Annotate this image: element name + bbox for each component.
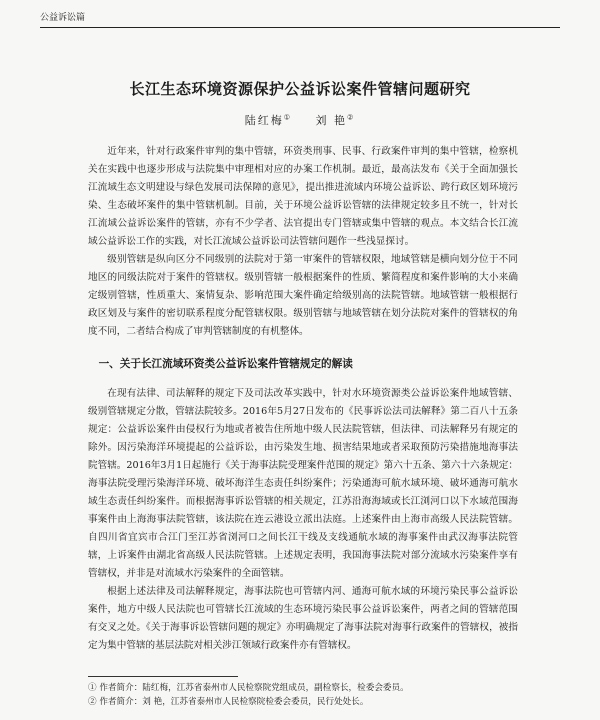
- author-2-mark: ②: [347, 113, 356, 122]
- page-title: 长江生态环境资源保护公益诉讼案件管辖问题研究: [129, 80, 471, 98]
- footnote-2: ② 作者简介：刘 艳，江苏省泰州市人民检察院检委会委员，民行处处长。: [88, 697, 369, 707]
- paragraph-section-1: 在现有法律、司法解释的规定下及司法改革实践中，针对水环境资源类公益诉讼案件地域管辖、级别管辖规定分散，管辖法院较多。2016年5月27日发布的《民事诉讼法司法解释》第二百八十五条规定：公益诉讼案件由侵权行为地或者被告住所地中级人民法院管辖，但法律、司法解释另有规定的除外。因污染海洋环境提起的公益诉讼，由污染发生地、损害结果地或者采取预防污染措施地海事法院管辖。2016年3月1日起施行《关于海事法院受理案件范围的规定》第六十五条、第六十六条规定：海事法院受理污染海洋环境、破坏海洋生态责任纠纷案件；污染通海可航水域环境、破坏通海可航水域生态责任纠纷案件。而根据海事诉讼管辖的相关规定，江苏沿海海域或长江浏河口以下水域范围海事案件由上海海事法院管辖，该法院在连云港设立派出法庭。上述案件由上海市高级人民法院管辖。自四川省宜宾市合江门至江苏省浏河口之间长江干线及支线通航水域的海事案件由武汉海事法院管辖，上诉案件由湖北省高级人民法院管辖。上述规定表明，我国海事法院对部分流域水污染案件享有管辖权，并非是对流域水污染案件的全面管辖。: [88, 388, 518, 579]
- author-2: [316, 114, 356, 127]
- footnote-rule: [88, 676, 238, 677]
- author-1-name: 陆红梅: [244, 114, 284, 127]
- author-line: [0, 112, 600, 128]
- paragraph-intro-1: 近年来，针对行政案件审判的集中管辖，环资类刑事、民事、行政案件审判的集中管辖，检察机关在实践中也逐步形成与法院集中审理相对应的办案工作机制。最近，最高法发布《关于全面加强长江流域生态文明建设与绿色发展司法保障的意见》，提出推进流域内环境公益诉讼、跨行政区划环境污染、生态破坏案件的集中管辖机制。目前，关于环境公益诉讼管辖的法律规定较多且不统一，针对长江流域公益诉讼案件的管辖，亦有不少学者、法官提出专门管辖或集中管辖的观点。本文结合长江流域公益诉讼工作的实践，对长江流域公益诉讼司法管辖问题作一些浅显探讨。: [88, 146, 518, 247]
- header-rule: [40, 27, 560, 28]
- paragraph-section-2: 根据上述法律及司法解释规定，海事法院也可管辖内河、通海可航水域的环境污染民事公益诉讼案件，地方中级人民法院也可管辖长江流域的生态环境污染民事公益诉讼案件，两者之间的管辖范围有交叉之处。《关于海事诉讼管辖问题的规定》亦明确规定了海事法院对海事行政案件的管辖权，被指定为集中管辖的基层法院对相关涉江领域行政案件亦有管辖权。: [88, 586, 518, 651]
- footnotes: [88, 681, 518, 709]
- running-head: 公益诉讼篇: [40, 13, 86, 23]
- author-1-mark: ①: [283, 113, 292, 122]
- article-body: [88, 143, 518, 655]
- section-heading-1: 一、关于长江流域环资类公益诉讼案件管辖规定的解读: [98, 358, 353, 370]
- author-2-name: 刘 艳: [315, 114, 347, 127]
- author-1: [245, 114, 292, 127]
- paragraph-intro-2: 级别管辖是纵向区分不同级别的法院对于第一审案件的管辖权限，地域管辖是横向划分位于不同地区的同级法院对于案件的管辖权。级别管辖一般根据案件的性质、繁简程度和案件影响的大小来确定级别管辖，性质重大、案情复杂、影响范围大案件确定给级别高的法院管辖。地域管辖一般根据行政区划及与案件的密切联系程度分配管辖权限。级别管辖与地域管辖在划分法院对案件的管辖权的角度不同，二者结合构成了审判管辖制度的有机整体。: [88, 254, 518, 337]
- footnote-1: ① 作者简介：陆红梅，江苏省泰州市人民检察院党组成员，副检察长，检委会委员。: [88, 683, 409, 693]
